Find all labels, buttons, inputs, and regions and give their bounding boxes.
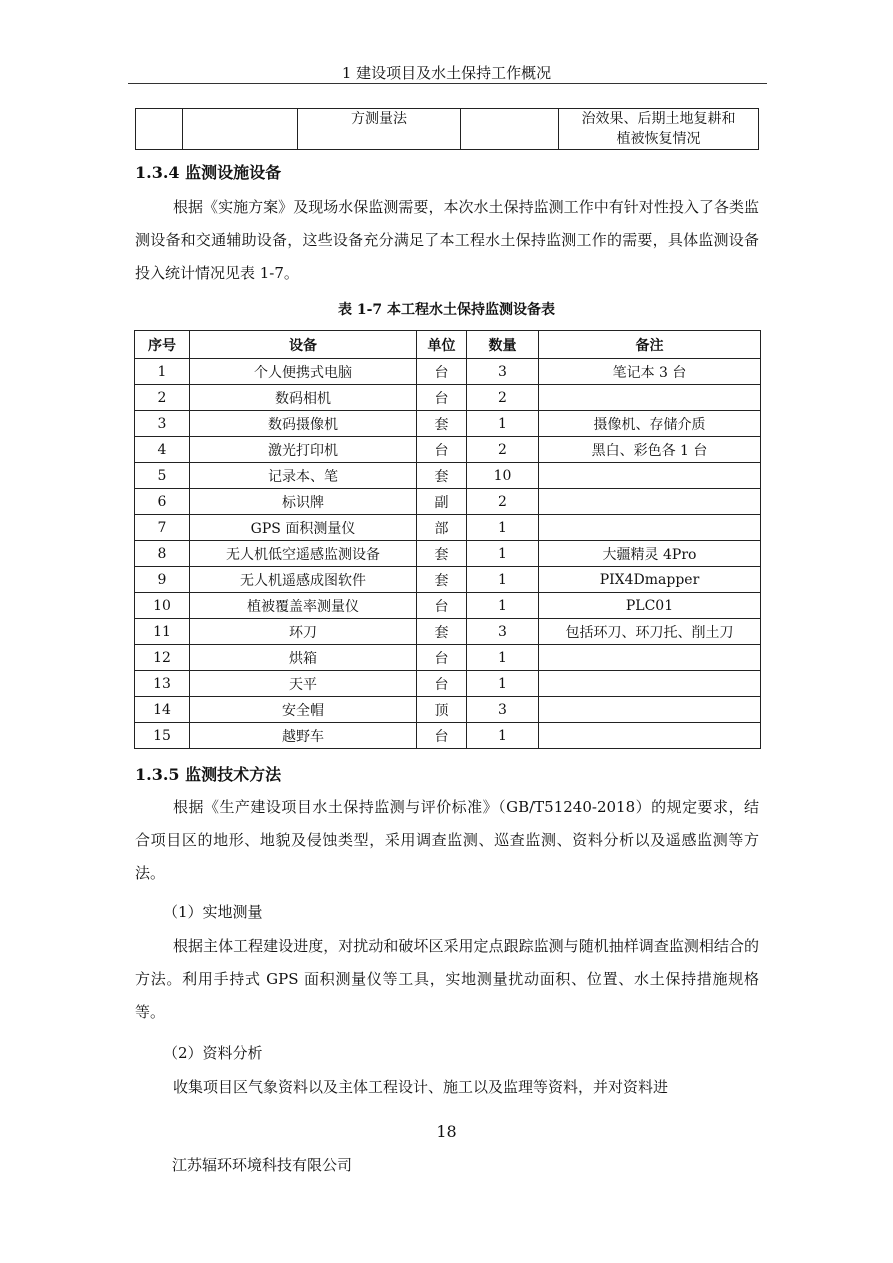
table-cell: 台	[417, 359, 467, 385]
company-name: 江苏辐环环境科技有限公司	[172, 1156, 353, 1174]
table-cell	[539, 645, 761, 671]
table-cell: 套	[417, 619, 467, 645]
table-caption: 表 1-7 本工程水土保持监测设备表	[337, 302, 556, 318]
table-row	[136, 109, 759, 150]
table-cell: 3	[135, 411, 190, 437]
table-cell: 15	[135, 723, 190, 749]
table-cell: 台	[417, 671, 467, 697]
table-cell: 个人便携式电脑	[190, 359, 417, 385]
table-cell: 4	[135, 437, 190, 463]
table-cell: 12	[135, 645, 190, 671]
table-row	[135, 593, 761, 619]
table-cell: 台	[417, 385, 467, 411]
table-cell: 1	[467, 411, 539, 437]
table-cell: 激光打印机	[190, 437, 417, 463]
table-cell: 6	[135, 489, 190, 515]
table-cell: 标识牌	[190, 489, 417, 515]
table-row	[135, 359, 761, 385]
table-cell: PLC01	[539, 593, 761, 619]
column-header: 备注	[539, 331, 761, 359]
table-row	[135, 515, 761, 541]
table-cell: 越野车	[190, 723, 417, 749]
table-cell	[461, 109, 559, 150]
table-cell: 数码相机	[190, 385, 417, 411]
table-cell: 植被覆盖率测量仪	[190, 593, 417, 619]
page-header-title: 1 建设项目及水土保持工作概况	[341, 64, 552, 82]
table-cell: 10	[467, 463, 539, 489]
table-cell: 台	[417, 645, 467, 671]
column-header: 数量	[467, 331, 539, 359]
section-paragraph: 根据《生产建设项目水土保持监测与评价标准》（GB/T51240-2018）的规定要求，结合项目区的地形、地貌及侵蚀类型，采用调查监测、巡查监测、资料分析以及遥感监测等方法。	[135, 798, 759, 882]
table-cell: 14	[135, 697, 190, 723]
table-cell: 2	[135, 385, 190, 411]
table-cell	[539, 385, 761, 411]
section-paragraph: 根据《实施方案》及现场水保监测需要，本次水土保持监测工作中有针对性投入了各类监测设备和交通辅助设备，这些设备充分满足了本工程水土保持监测工作的需要，具体监测设备投入统计情况见表 1-7。	[135, 198, 759, 282]
table-cell: 7	[135, 515, 190, 541]
table-cell: 套	[417, 541, 467, 567]
table-row	[135, 697, 761, 723]
table-cell: 台	[417, 723, 467, 749]
subsection-title: （1）实地测量	[163, 903, 263, 921]
table-cell: 11	[135, 619, 190, 645]
table-cell: 大疆精灵 4Pro	[539, 541, 761, 567]
table-cell: 5	[135, 463, 190, 489]
table-cell: 天平	[190, 671, 417, 697]
table-cell: 1	[467, 723, 539, 749]
table-row	[135, 463, 761, 489]
table-cell: 1	[467, 671, 539, 697]
table-cell	[539, 463, 761, 489]
table-row	[135, 723, 761, 749]
table-cell: 8	[135, 541, 190, 567]
table-row	[135, 645, 761, 671]
continued-table-fragment	[135, 108, 759, 150]
table-cell: 台	[417, 593, 467, 619]
table-cell: 无人机遥感成图软件	[190, 567, 417, 593]
table-row	[135, 541, 761, 567]
table-cell: 黑白、彩色各 1 台	[539, 437, 761, 463]
table-cell: 顶	[417, 697, 467, 723]
table-cell	[183, 109, 298, 150]
table-cell: 2	[467, 385, 539, 411]
table-cell: 1	[467, 515, 539, 541]
table-cell	[539, 723, 761, 749]
equipment-table	[134, 330, 761, 749]
table-cell: 2	[467, 489, 539, 515]
table-cell: 治效果、后期土地复耕和植被恢复情况	[559, 109, 759, 150]
table-cell: 10	[135, 593, 190, 619]
table-cell: 记录本、笔	[190, 463, 417, 489]
table-cell: GPS 面积测量仪	[190, 515, 417, 541]
table-cell	[539, 515, 761, 541]
table-cell: 台	[417, 437, 467, 463]
table-cell: 9	[135, 567, 190, 593]
table-cell: 副	[417, 489, 467, 515]
table-cell	[539, 697, 761, 723]
table-row	[135, 671, 761, 697]
table-row	[135, 385, 761, 411]
page-number: 18	[436, 1122, 457, 1141]
table-cell: 3	[467, 697, 539, 723]
section-paragraph: 根据主体工程建设进度，对扰动和破坏区采用定点跟踪监测与随机抽样调查监测相结合的方法。利用手持式 GPS 面积测量仪等工具，实地测量扰动面积、位置、水土保持措施规格等。	[135, 937, 759, 1021]
table-cell	[539, 489, 761, 515]
table-cell	[136, 109, 183, 150]
table-cell: 3	[467, 359, 539, 385]
table-cell: 笔记本 3 台	[539, 359, 761, 385]
table-cell: 1	[467, 567, 539, 593]
table-cell	[539, 671, 761, 697]
section-paragraph: 收集项目区气象资料以及主体工程设计、施工以及监理等资料，并对资料进	[173, 1078, 669, 1096]
table-cell: 套	[417, 567, 467, 593]
table-cell: 1	[135, 359, 190, 385]
table-row	[135, 437, 761, 463]
table-cell: 数码摄像机	[190, 411, 417, 437]
table-row	[135, 567, 761, 593]
column-header: 设备	[190, 331, 417, 359]
table-cell: 摄像机、存储介质	[539, 411, 761, 437]
column-header: 序号	[135, 331, 190, 359]
subsection-title: （2）资料分析	[163, 1044, 263, 1062]
column-header: 单位	[417, 331, 467, 359]
table-row	[135, 619, 761, 645]
table-cell: 部	[417, 515, 467, 541]
table-cell: 套	[417, 411, 467, 437]
section-heading-1-3-5: 1.3.5 监测技术方法	[135, 765, 282, 784]
table-cell: 3	[467, 619, 539, 645]
table-cell: PIX4Dmapper	[539, 567, 761, 593]
table-cell: 方测量法	[298, 109, 461, 150]
table-cell: 2	[467, 437, 539, 463]
table-cell: 13	[135, 671, 190, 697]
table-cell: 1	[467, 541, 539, 567]
table-cell: 包括环刀、环刀托、削土刀	[539, 619, 761, 645]
section-heading-1-3-4: 1.3.4 监测设施设备	[135, 163, 282, 182]
table-cell: 1	[467, 593, 539, 619]
table-cell: 烘箱	[190, 645, 417, 671]
table-cell: 无人机低空遥感监测设备	[190, 541, 417, 567]
table-cell: 1	[467, 645, 539, 671]
table-row	[135, 411, 761, 437]
table-header-row	[135, 331, 761, 359]
table-cell: 环刀	[190, 619, 417, 645]
table-cell: 安全帽	[190, 697, 417, 723]
table-row	[135, 489, 761, 515]
header-divider	[128, 83, 767, 84]
table-cell: 套	[417, 463, 467, 489]
